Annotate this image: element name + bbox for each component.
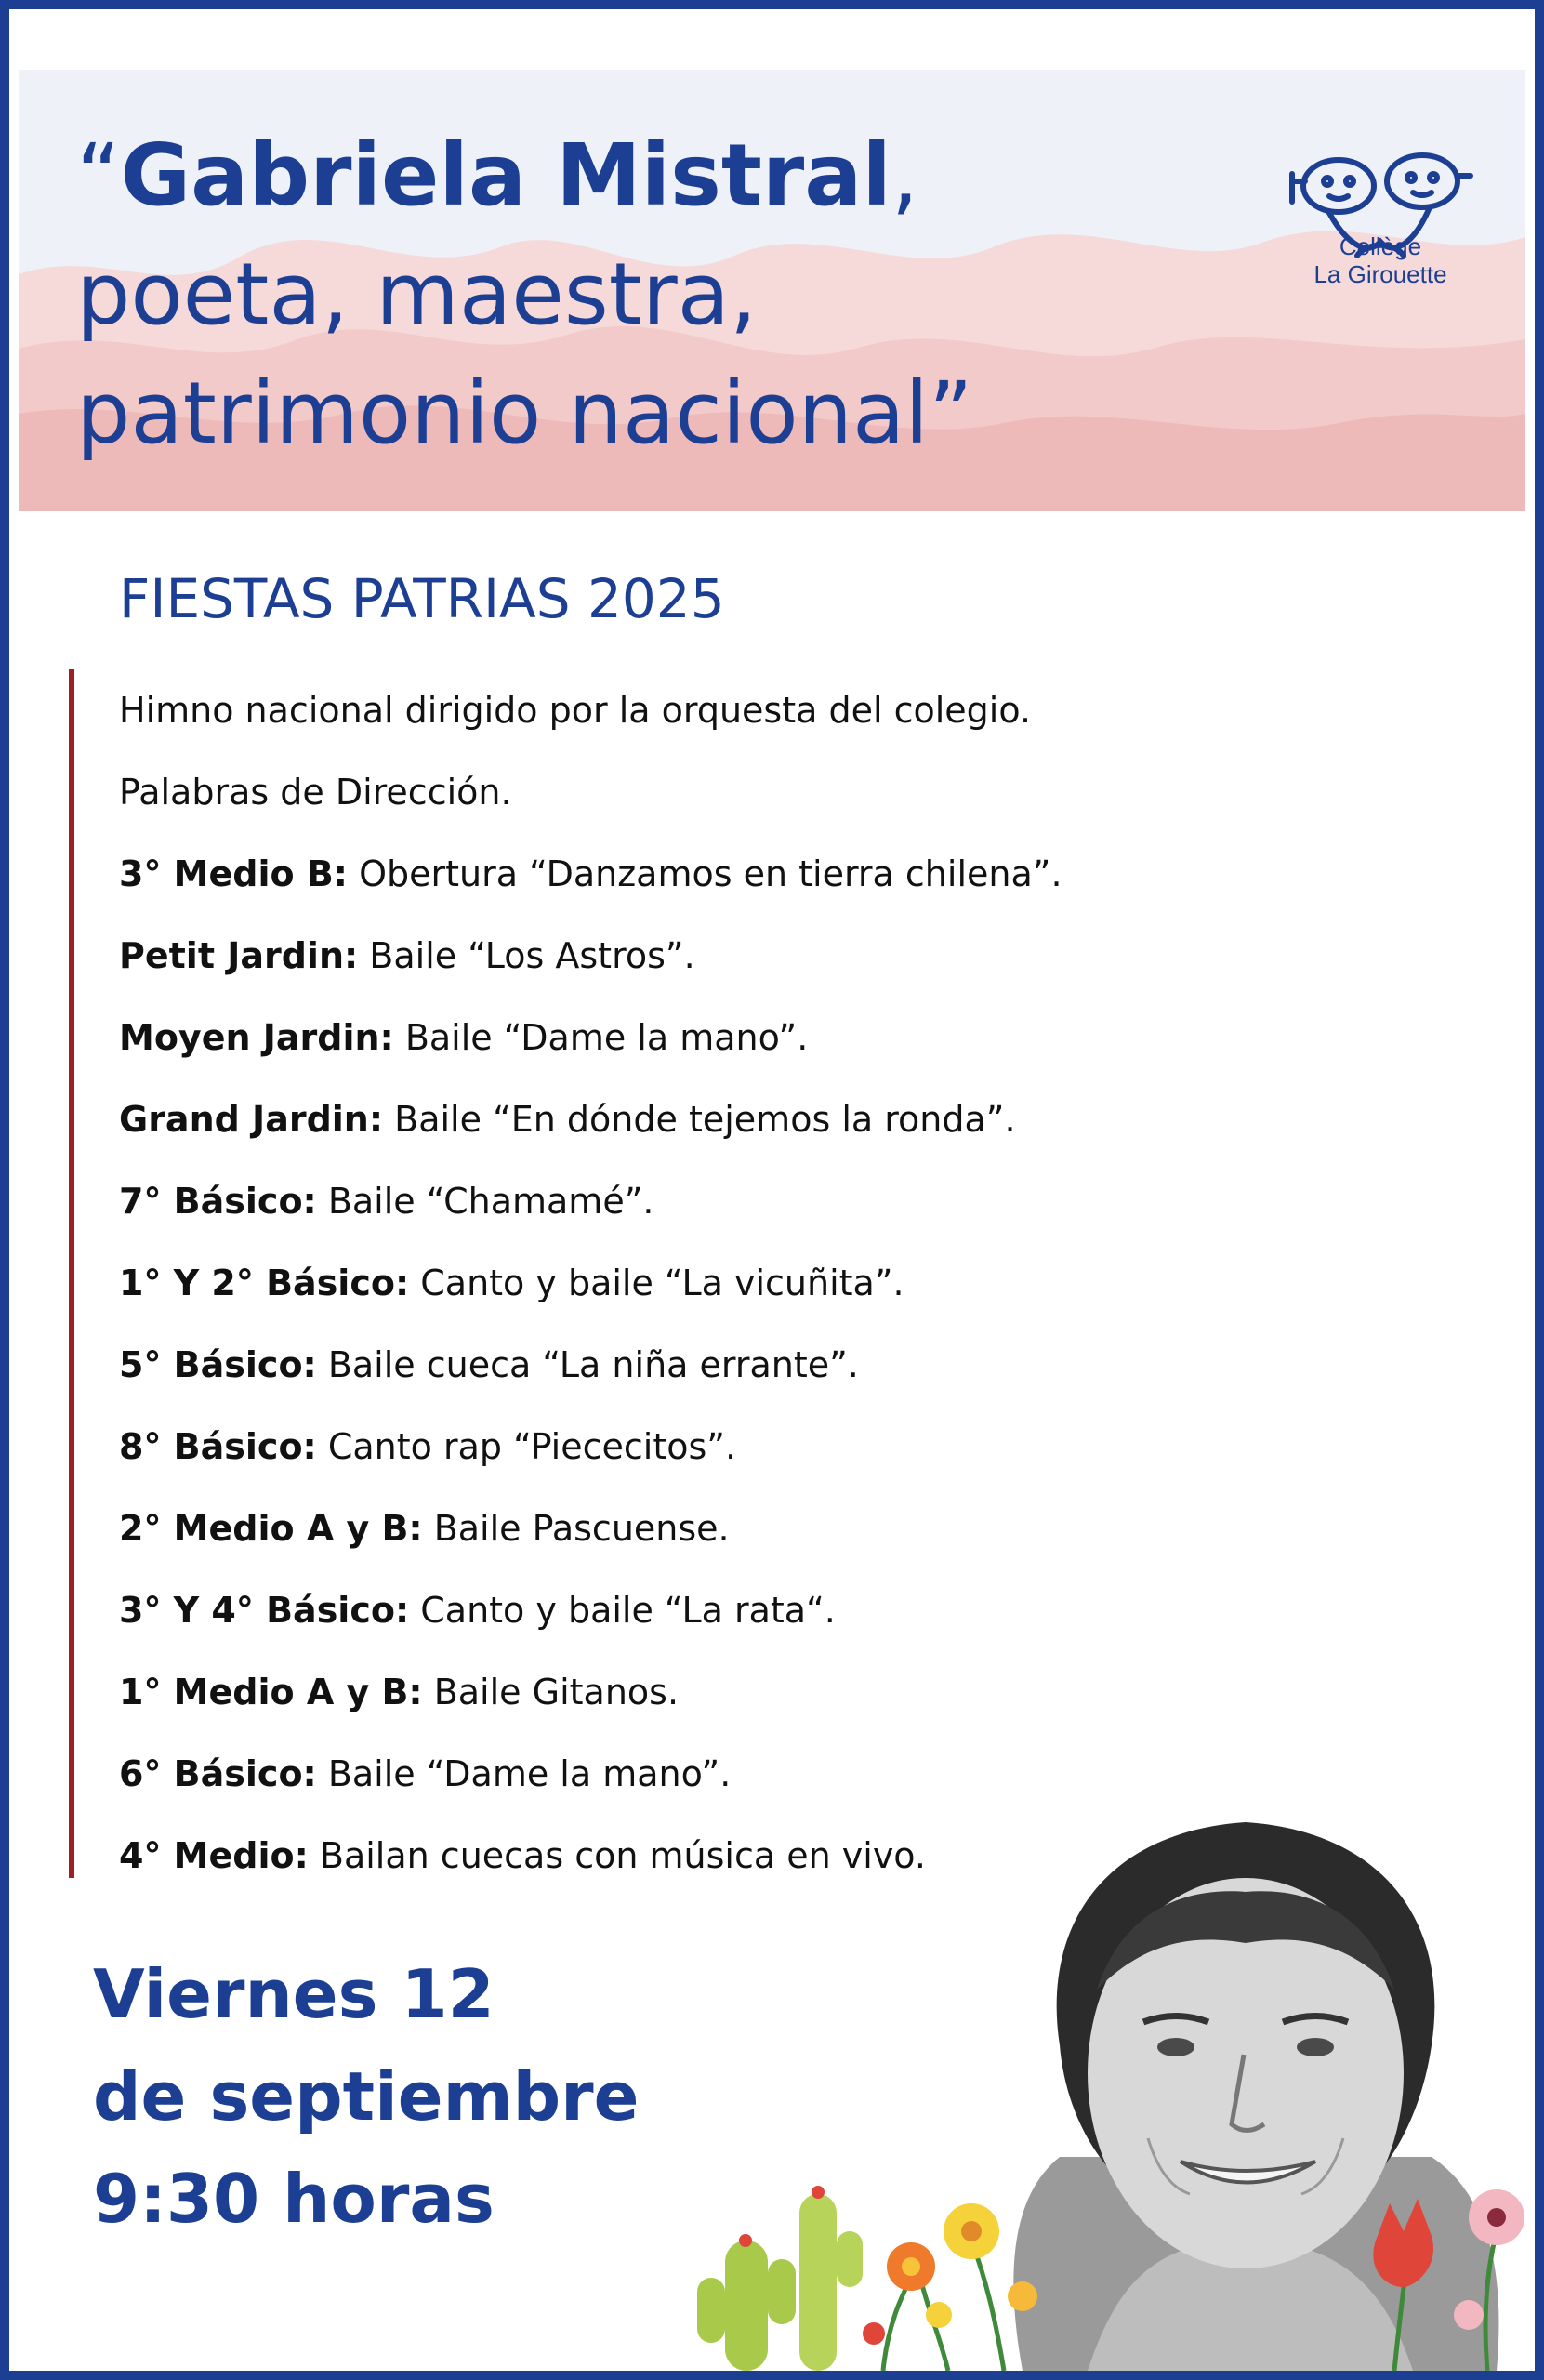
program-accent-bar xyxy=(69,669,74,1878)
title-line-3: patrimonio nacional” xyxy=(76,364,973,463)
program-item: Petit Jardin: Baile “Los Astros”. xyxy=(119,935,695,976)
date-time: 9:30 horas xyxy=(93,2160,495,2238)
cactus-flowers-illustration xyxy=(688,2138,1078,2371)
program-item: 5° Básico: Baile cueca “La niña errante”. xyxy=(119,1344,859,1385)
program-item: 2° Medio A y B: Baile Pascuense. xyxy=(119,1508,730,1549)
orange-flower xyxy=(887,2242,935,2291)
date-line-1: Viernes 12 xyxy=(93,1955,495,2033)
program-item: 7° Básico: Baile “Chamamé”. xyxy=(119,1181,654,1222)
program-item: 1° Y 2° Básico: Canto y baile “La vicuñita”. xyxy=(119,1263,904,1303)
school-name-line-2: La Girouette xyxy=(1313,260,1447,288)
program-item: Himno nacional dirigido por la orquesta del colegio. xyxy=(119,690,1032,731)
program-item: 3° Y 4° Básico: Canto y baile “La rata“. xyxy=(119,1590,836,1631)
school-name xyxy=(1264,232,1497,288)
title-quote: “ xyxy=(76,126,121,225)
yellow-flower xyxy=(944,2203,999,2259)
event-date xyxy=(93,1943,640,2250)
title-line-2: poeta, maestra, xyxy=(76,245,758,344)
program-item: 3° Medio B: Obertura “Danzamos en tierra chilena”. xyxy=(119,853,1062,894)
school-name-line-1: Collège xyxy=(1339,232,1422,260)
program-item: Moyen Jardin: Baile “Dame la mano”. xyxy=(119,1017,809,1058)
program-item: 6° Básico: Baile “Dame la mano”. xyxy=(119,1753,732,1794)
event-title xyxy=(76,116,973,473)
header-banner xyxy=(19,70,1525,511)
program-item: Palabras de Dirección. xyxy=(119,772,512,813)
right-flowers-illustration xyxy=(1357,2166,1534,2371)
program-list xyxy=(119,669,1062,1897)
program-item: Grand Jardin: Baile “En dónde tejemos la ronda”. xyxy=(119,1099,1016,1140)
section-title: FIESTAS PATRIAS 2025 xyxy=(119,567,725,630)
program-item: 4° Medio: Bailan cuecas con música en vivo. xyxy=(119,1835,926,1876)
title-name: Gabriela Mistral xyxy=(120,126,891,225)
program-item: 1° Medio A y B: Baile Gitanos. xyxy=(119,1672,680,1712)
program-item: 8° Básico: Canto rap “Piececitos”. xyxy=(119,1426,737,1467)
title-comma: , xyxy=(891,126,919,225)
date-line-2: de septiembre xyxy=(93,2057,640,2135)
